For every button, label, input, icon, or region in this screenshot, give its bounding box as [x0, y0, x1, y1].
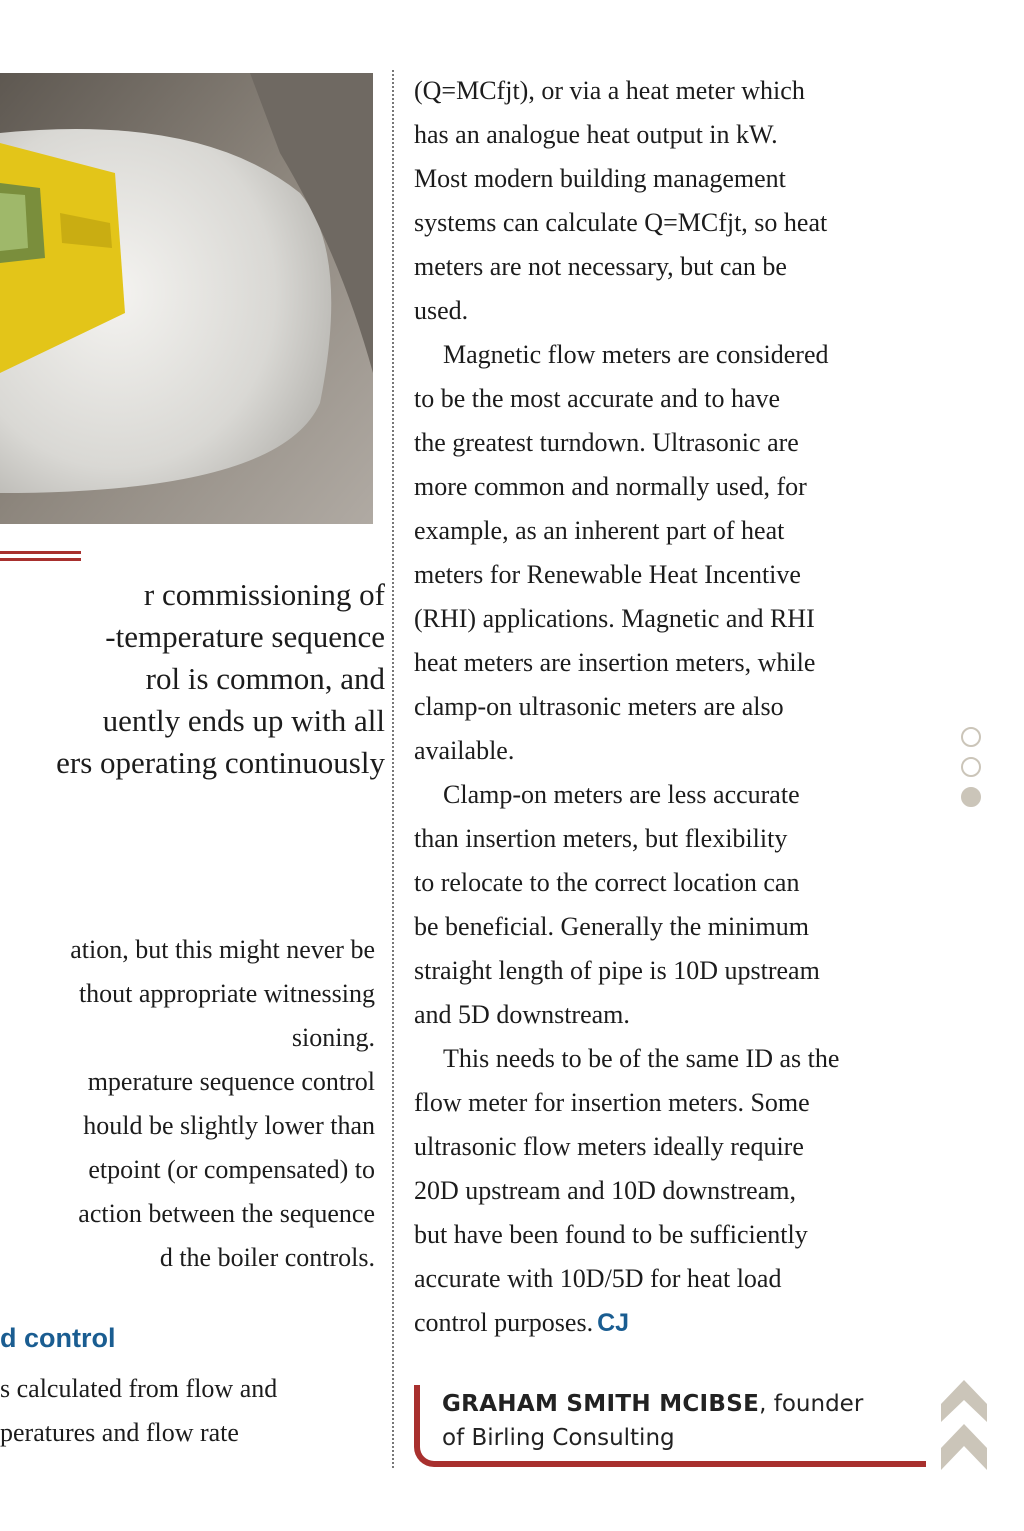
text-line: Magnetic flow meters are considered — [443, 340, 829, 369]
text-line: and 5D downstream. — [414, 1000, 630, 1029]
paragraph — [414, 1037, 934, 1345]
text-line: the greatest turndown. Ultrasonic are — [414, 428, 799, 457]
text-line: ultrasonic flow meters ideally require — [414, 1132, 804, 1161]
chevron-up-icon — [939, 1378, 989, 1474]
author-company: of Birling Consulting — [442, 1425, 675, 1451]
flow-meter-photo — [0, 73, 373, 524]
text-line: 20D upstream and 10D downstream, — [414, 1176, 796, 1205]
author-byline — [414, 1385, 926, 1467]
text-line: clamp-on ultrasonic meters are also — [414, 692, 784, 721]
text-line: (RHI) applications. Magnetic and RHI — [414, 604, 815, 633]
pull-quote-line: -temperature sequence — [105, 619, 385, 654]
paragraph — [414, 69, 934, 333]
text-line: example, as an inherent part of heat — [414, 516, 785, 545]
left-text-line: action between the sequence — [78, 1199, 375, 1228]
text-line: to be the most accurate and to have — [414, 384, 781, 413]
text-line-final — [414, 1301, 934, 1345]
text-line: Clamp-on meters are less accurate — [443, 780, 800, 809]
author-role: , founder — [759, 1391, 864, 1417]
byline-line-1 — [442, 1387, 926, 1421]
pull-quote — [0, 574, 385, 784]
page-dot-icon — [961, 757, 981, 777]
left-text-line: etpoint (or compensated) to — [88, 1155, 375, 1184]
text-line: (Q=MCfjt), or via a heat meter which — [414, 76, 805, 105]
text-line: Most modern building management — [414, 164, 786, 193]
text-line: than insertion meters, but flexibility — [414, 824, 788, 853]
text-line: more common and normally used, for — [414, 472, 807, 501]
text-line: available. — [414, 736, 515, 765]
text-line: straight length of pipe is 10D upstream — [414, 956, 820, 985]
page-dot-active-icon — [961, 787, 981, 807]
left-text-line: thout appropriate witnessing — [78, 979, 375, 1008]
pull-quote-line: r commissioning of — [143, 577, 385, 612]
left-text-line: hould be slightly lower than — [83, 1111, 375, 1140]
left-text-line: ation, but this might never be — [70, 935, 375, 964]
text-line: used. — [414, 296, 469, 325]
left-tail-line: peratures and flow rate — [0, 1418, 239, 1447]
author-name: GRAHAM SMITH MCIBSE — [442, 1391, 760, 1417]
text-line: control purposes. — [414, 1308, 594, 1337]
text-line: accurate with 10D/5D for heat load — [414, 1264, 782, 1293]
text-line: This needs to be of the same ID as the — [443, 1044, 840, 1073]
pull-quote-line: rol is common, and — [145, 661, 385, 696]
column-divider — [392, 70, 394, 1468]
paragraph — [414, 333, 934, 773]
left-text-line: mperature sequence control — [87, 1067, 375, 1096]
left-text-line: sioning. — [291, 1023, 375, 1052]
text-line: but have been found to be sufficiently — [414, 1220, 808, 1249]
accent-rule-bottom — [0, 558, 81, 561]
left-column-tail — [0, 1367, 277, 1455]
text-line: be beneficial. Generally the minimum — [414, 912, 809, 941]
pull-quote-line: ers operating continuously — [56, 745, 385, 780]
left-text-line: d the boiler controls. — [159, 1243, 375, 1272]
text-line: meters for Renewable Heat Incentive — [414, 560, 801, 589]
accent-rule-top — [0, 551, 81, 554]
right-column-text — [414, 69, 934, 1345]
text-line: flow meter for insertion meters. Some — [414, 1088, 810, 1117]
text-line: heat meters are insertion meters, while — [414, 648, 816, 677]
text-line: has an analogue heat output in kW. — [414, 120, 778, 149]
photo-illustration — [0, 73, 373, 524]
page-indicator — [961, 727, 985, 817]
section-heading: d control — [0, 1323, 116, 1353]
left-column-text — [0, 928, 375, 1280]
text-line: meters are not necessary, but can be — [414, 252, 787, 281]
text-line: systems can calculate Q=MCfjt, so heat — [414, 208, 828, 237]
left-tail-line: s calculated from flow and — [0, 1374, 278, 1403]
paragraph — [414, 773, 934, 1037]
text-line: to relocate to the correct location can — [414, 868, 800, 897]
page-dot-icon — [961, 727, 981, 747]
pull-quote-line: uently ends up with all — [102, 703, 385, 738]
end-mark: CJ — [597, 1309, 630, 1337]
